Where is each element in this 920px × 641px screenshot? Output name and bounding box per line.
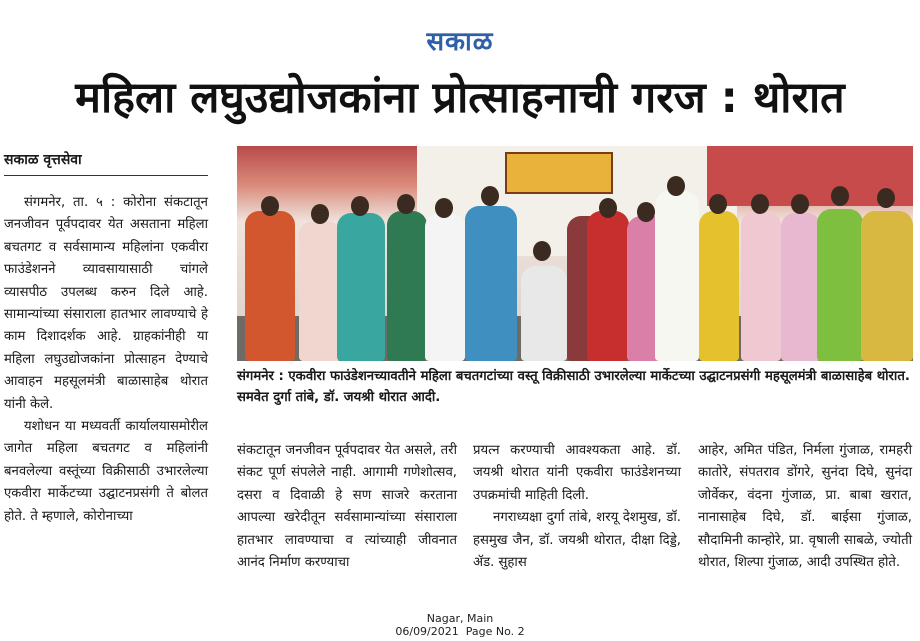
photo-person <box>699 211 739 361</box>
paragraph: यशोधन या मध्यवर्ती कार्यालयासमोरील जागेत महिला बचतगट व महिलांनी बनवलेल्या वस्तूंच्या विक्रीसाठी उभारलेल्या एकवीरा मार्केटच्या उद्घाटनप्रसंगी ते बोलत होते. ते म्हणाले, कोरोनाच्या <box>4 419 208 524</box>
photo-head <box>397 194 415 214</box>
photo-person <box>425 213 465 361</box>
article-column-2 <box>237 440 457 574</box>
photo-head <box>481 186 499 206</box>
photo-person <box>465 206 517 361</box>
photo-person <box>817 209 863 361</box>
photo-head <box>751 194 769 214</box>
article-column-3 <box>473 440 681 574</box>
photo-person <box>387 211 427 361</box>
photo-head <box>533 241 551 261</box>
photo-banner <box>505 152 613 194</box>
photo-person <box>655 191 699 361</box>
photo-person <box>521 266 567 361</box>
newspaper-masthead: सकाळ <box>426 27 494 57</box>
photo-person <box>337 213 385 361</box>
photo-head <box>709 194 727 214</box>
photo-person <box>781 213 821 361</box>
paragraph: नगराध्यक्षा दुर्गा तांबे, शरयू देशमुख, डॉ. हसमुख जैन, डॉ. जयश्री थोरात, दीक्षा दिड्डे, ॲड. सुहास <box>473 510 681 571</box>
photo-head <box>667 176 685 196</box>
photo-person <box>587 211 629 361</box>
photo-caption: संगमनेर : एकवीरा फाउंडेशनच्यावतीने महिला बचतगटांच्या वस्तू विक्रीसाठी उभारलेल्या मार्केटच्या उद्घाटनप्रसंगी महसूलमंत्री बाळासाहेब थोरात. समवेत दुर्गा तांबे, डॉ. जयश्री थोरात आदी. <box>237 369 910 405</box>
photo-person <box>299 221 341 361</box>
article-headline: महिला लघुउद्योजकांना प्रोत्साहनाची गरज : थोरात <box>75 73 845 123</box>
photo-head <box>599 198 617 218</box>
edition-label: Nagar, Main <box>426 612 494 625</box>
article-column-1 <box>4 192 208 528</box>
event-photo <box>237 146 913 361</box>
photo-person <box>741 211 781 361</box>
photo-head <box>435 198 453 218</box>
photo-head <box>637 202 655 222</box>
photo-person <box>245 211 295 361</box>
photo-head <box>791 194 809 214</box>
paragraph: आहेर, अमित पंडित, निर्मला गुंजाळ, रामहरी कातोरे, संपतराव डोंगरे, सुनंदा दिघे, सुनंदा जोर्वेकर, वंदना गुंजाळ, प्रा. बाबा खरात, नानासाहेब दिघे, डॉ. बाईसा गुंजाळ, सौदामिनी कान्होरे, प्रा. वृषाली साबळे, ज्योती थोरात, शिल्पा गुंजाळ, आदी उपस्थित होते. <box>698 443 912 571</box>
photo-person <box>861 211 913 361</box>
photo-head <box>261 196 279 216</box>
page-footer <box>0 612 920 638</box>
paragraph: संकटातून जनजीवन पूर्वपदावर येत असले, तरी संकट पूर्ण संपलेले नाही. आगामी गणेशोत्सव, दसरा व दिवाळी हे सण साजरे करताना आपल्या खरेदीतून सर्वसामान्यांच्या संसाराला हातभार लावण्याचा व त्यांच्याही जीवनात आनंद निर्माण करण्याचा <box>237 443 457 571</box>
photo-head <box>311 204 329 224</box>
photo-head <box>877 188 895 208</box>
date-page-label: 06/09/2021 Page No. 2 <box>395 625 525 638</box>
photo-head <box>351 196 369 216</box>
paragraph: संगमनेर, ता. ५ : कोरोना संकटातून जनजीवन पूर्वपदावर येत असताना महिला बचतगट व सर्वसामान्य महिलांना एकवीरा फाउंडेशनने व्यावसायासाठी चांगले व्यासपीठ उपलब्ध करुन दिले आहे. सामान्यांच्या संसाराला हातभार लावण्याचे हे काम दिशादर्शक आहे. ग्राहकांनीही या महिला लघुउद्योजकांना प्रोत्साहन देण्याचे आवाहन महसूलमंत्री बाळासाहेब थोरात यांनी केले. <box>4 195 208 412</box>
paragraph: प्रयत्न करण्याची आवश्यकता आहे. डॉ. जयश्री थोरात यांनी एकवीरा फाउंडेशनच्या उपक्रमांची माहिती दिली. <box>473 443 681 503</box>
photo-head <box>831 186 849 206</box>
byline: सकाळ वृत्तसेवा <box>4 150 208 176</box>
article-column-4 <box>698 440 912 574</box>
